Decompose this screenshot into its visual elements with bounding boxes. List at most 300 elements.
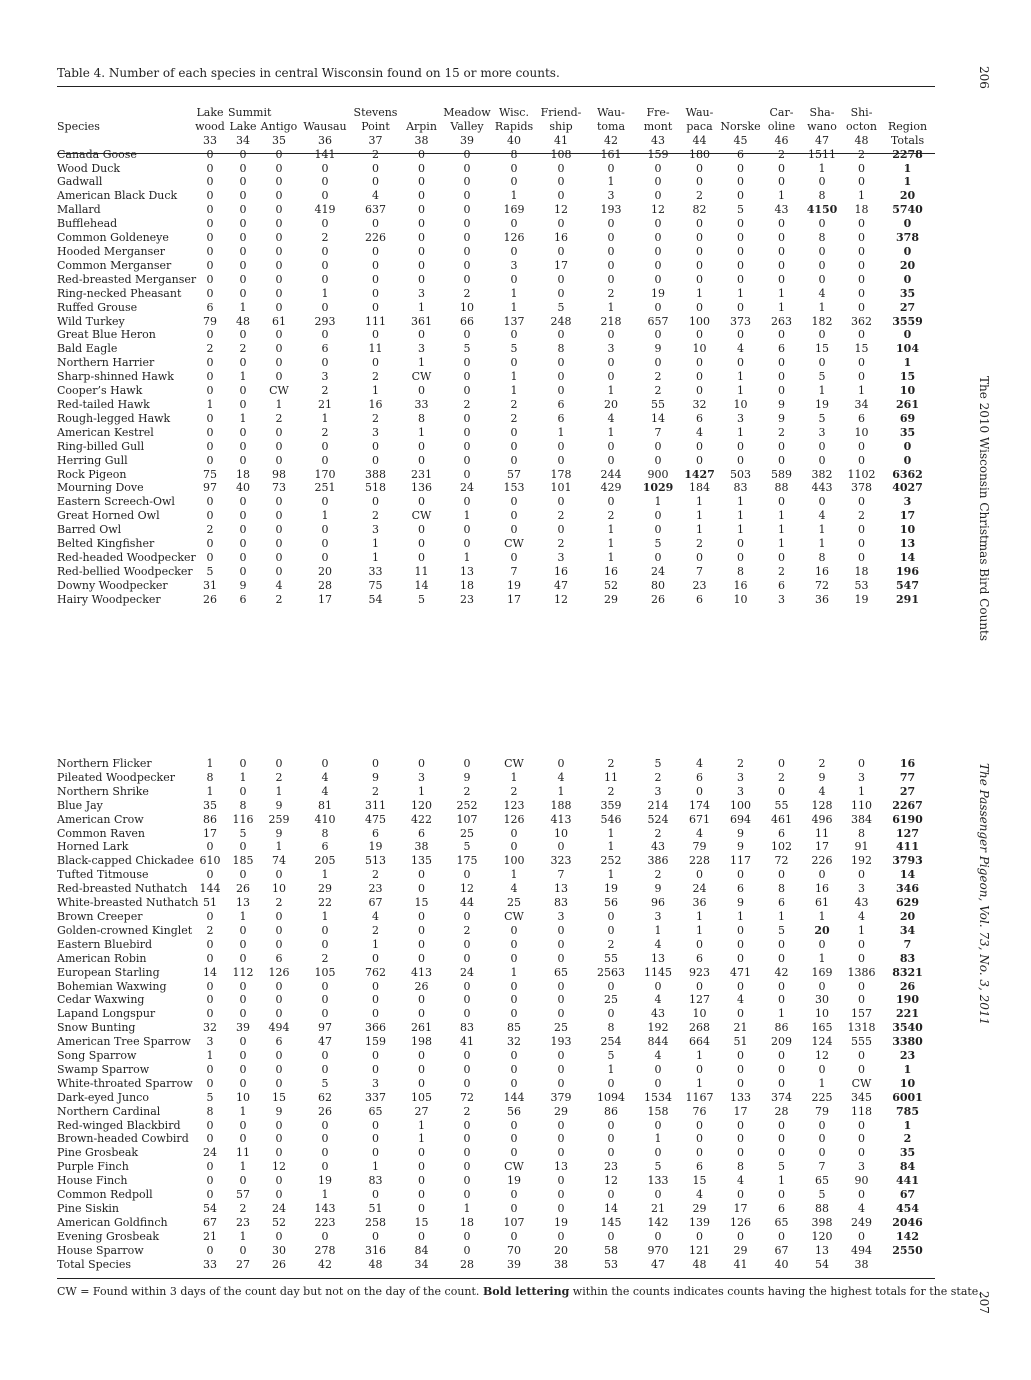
count-cell: 0 xyxy=(372,245,379,259)
count-cell: 6 xyxy=(321,342,329,356)
species-name: American Robin xyxy=(57,951,147,965)
count-cell: 2 xyxy=(463,923,471,937)
count-cell: 1 xyxy=(321,411,329,425)
count-cell: 47 xyxy=(651,1257,665,1271)
count-cell: 1 xyxy=(696,1049,703,1063)
count-cell: 48 xyxy=(236,314,250,328)
count-column-header: 43 xyxy=(651,134,665,148)
region-total-cell: 8321 xyxy=(892,965,923,979)
count-cell: 0 xyxy=(778,993,785,1007)
count-cell: 2 xyxy=(321,951,329,965)
count-cell: 0 xyxy=(510,1132,518,1146)
count-cell: 248 xyxy=(550,314,572,328)
count-cell: 496 xyxy=(811,812,833,826)
count-cell: 2 xyxy=(463,784,471,798)
count-cell: 1 xyxy=(510,300,518,314)
species-name: Wild Turkey xyxy=(57,314,125,328)
count-cell: 0 xyxy=(463,439,471,453)
count-cell: 0 xyxy=(654,161,662,175)
region-total-cell: 15 xyxy=(899,370,916,384)
count-cell: 0 xyxy=(607,328,615,342)
count-cell: 0 xyxy=(778,784,785,798)
count-cell: 223 xyxy=(314,1215,336,1229)
count-cell: 3 xyxy=(372,425,379,439)
count-cell: 107 xyxy=(503,1215,525,1229)
table-row xyxy=(57,813,935,827)
count-cell: 0 xyxy=(206,1007,214,1021)
count-cell: 1 xyxy=(239,411,247,425)
count-cell: 17 xyxy=(203,826,217,840)
count-cell: 0 xyxy=(372,951,379,965)
count-cell: 0 xyxy=(321,439,329,453)
count-cell: 105 xyxy=(314,965,336,979)
count-cell: 6 xyxy=(239,592,247,606)
count-cell: 0 xyxy=(206,425,214,439)
count-cell: 443 xyxy=(811,481,833,495)
count-cell: 25 xyxy=(460,826,474,840)
count-cell: 0 xyxy=(696,245,703,259)
count-cell: 1 xyxy=(239,909,247,923)
count-cell: 0 xyxy=(696,384,703,398)
species-name: Belted Kingfisher xyxy=(57,537,155,551)
region-total-cell: 0 xyxy=(903,272,912,286)
count-cell: 165 xyxy=(811,1021,833,1035)
count-cell: 1 xyxy=(275,784,283,798)
count-cell: 0 xyxy=(510,1146,518,1160)
count-cell: 12 xyxy=(272,1160,286,1174)
count-cell: 0 xyxy=(858,231,865,245)
count-cell: 0 xyxy=(696,550,703,564)
count-cell: 0 xyxy=(654,356,662,370)
count-cell: 0 xyxy=(557,328,565,342)
region-total-cell: 1 xyxy=(903,1062,912,1076)
count-cell: 0 xyxy=(321,537,329,551)
count-cell: 0 xyxy=(463,495,471,509)
count-cell: CW xyxy=(504,1160,524,1174)
count-cell: 0 xyxy=(778,1049,785,1063)
count-cell: 1 xyxy=(372,550,379,564)
count-cell: 361 xyxy=(411,314,432,328)
count-cell: 0 xyxy=(206,1188,214,1202)
count-cell: 1 xyxy=(607,384,615,398)
count-cell: 0 xyxy=(858,537,865,551)
count-cell: 2 xyxy=(463,397,471,411)
count-cell: 1 xyxy=(372,384,379,398)
table-row xyxy=(57,370,935,384)
count-cell: 0 xyxy=(463,1007,471,1021)
count-cell: 0 xyxy=(239,509,247,523)
count-cell: 1 xyxy=(372,937,379,951)
count-cell: 0 xyxy=(696,784,703,798)
count-cell: 513 xyxy=(365,854,386,868)
region-total-cell: 7 xyxy=(903,937,912,951)
count-cell: 0 xyxy=(463,1160,471,1174)
count-cell: 10 xyxy=(460,300,474,314)
count-cell: 7 xyxy=(557,868,565,882)
species-name: Bufflehead xyxy=(57,217,118,231)
region-total-cell: 5740 xyxy=(892,203,923,217)
count-cell: 0 xyxy=(737,175,744,189)
count-column-header: Norske xyxy=(720,120,761,134)
count-cell: 0 xyxy=(778,217,785,231)
count-cell: 11 xyxy=(236,1146,250,1160)
species-name: Eastern Bluebird xyxy=(57,937,153,951)
count-cell: 0 xyxy=(737,1007,744,1021)
species-name: American Goldfinch xyxy=(57,1215,168,1229)
count-cell: 91 xyxy=(854,840,869,854)
table-row xyxy=(57,1160,935,1174)
count-cell: 33 xyxy=(368,564,383,578)
count-cell: 388 xyxy=(365,467,386,481)
count-cell: 0 xyxy=(239,425,247,439)
species-name: Northern Shrike xyxy=(57,784,149,798)
count-cell: 83 xyxy=(733,481,748,495)
count-cell: 2 xyxy=(607,757,615,770)
count-cell: 25 xyxy=(554,1021,568,1035)
count-cell: 0 xyxy=(321,175,329,189)
count-cell: 0 xyxy=(239,328,247,342)
count-cell: 0 xyxy=(275,356,283,370)
species-name: American Tree Sparrow xyxy=(57,1035,191,1049)
count-cell: 9 xyxy=(654,882,662,896)
count-cell: 0 xyxy=(557,1188,565,1202)
count-cell: 0 xyxy=(275,175,283,189)
count-cell: 1 xyxy=(778,1174,785,1188)
table-row xyxy=(57,1174,935,1188)
count-cell: 0 xyxy=(654,523,662,537)
count-cell: 4 xyxy=(696,826,703,840)
count-cell: 0 xyxy=(737,1188,744,1202)
count-cell: 249 xyxy=(851,1215,872,1229)
count-cell: 2 xyxy=(275,896,283,910)
count-cell: 0 xyxy=(321,923,329,937)
count-cell: 0 xyxy=(275,495,283,509)
count-cell: 185 xyxy=(232,854,254,868)
count-cell: 0 xyxy=(372,272,379,286)
table-row xyxy=(57,854,935,868)
count-cell: 218 xyxy=(600,314,622,328)
species-name: Red-breasted Nuthatch xyxy=(57,882,188,896)
table-row xyxy=(57,440,935,454)
count-column-header: Antigo xyxy=(260,120,298,134)
region-total-cell: 2046 xyxy=(892,1215,923,1229)
count-cell: 9 xyxy=(275,1104,283,1118)
count-cell: 3 xyxy=(510,258,518,272)
count-cell: 0 xyxy=(607,356,615,370)
count-cell: 268 xyxy=(689,1021,710,1035)
region-total-cell: 27 xyxy=(899,784,916,798)
count-cell: 0 xyxy=(818,272,826,286)
count-cell: 0 xyxy=(607,1076,615,1090)
count-cell: 0 xyxy=(321,258,329,272)
count-cell: 3 xyxy=(418,770,425,784)
count-cell: 23 xyxy=(236,1215,250,1229)
count-cell: 0 xyxy=(418,882,425,896)
count-cell: 503 xyxy=(730,467,751,481)
count-cell: 0 xyxy=(321,757,329,770)
count-cell: 20 xyxy=(604,397,618,411)
count-cell: 2 xyxy=(778,425,785,439)
count-cell: 0 xyxy=(372,1188,379,1202)
count-cell: 25 xyxy=(604,993,618,1007)
table-caption: Table 4. Number of each species in central Wisconsin found on 15 or more counts. xyxy=(57,66,560,80)
count-cell: 0 xyxy=(557,370,565,384)
region-total-cell: 27 xyxy=(899,300,916,314)
count-cell: 0 xyxy=(778,439,785,453)
count-cell: 0 xyxy=(321,356,329,370)
count-cell: 0 xyxy=(418,757,425,770)
count-cell: 169 xyxy=(811,965,833,979)
count-cell: 362 xyxy=(851,314,872,328)
count-cell: 3 xyxy=(858,1160,865,1174)
count-cell: 19 xyxy=(507,578,521,592)
table-row xyxy=(57,398,935,412)
count-cell: 0 xyxy=(607,161,615,175)
count-cell: 12 xyxy=(651,203,665,217)
species-name: Ring-necked Pheasant xyxy=(57,286,182,300)
count-cell: 12 xyxy=(604,1174,618,1188)
count-cell: 0 xyxy=(510,509,518,523)
count-cell: 10 xyxy=(272,882,286,896)
count-cell: 0 xyxy=(372,495,379,509)
count-cell: 1 xyxy=(654,495,662,509)
table-row xyxy=(57,757,935,771)
count-cell: 41 xyxy=(733,1257,748,1271)
count-cell: 1 xyxy=(607,425,615,439)
species-name: Red-tailed Hawk xyxy=(57,397,150,411)
count-cell: 0 xyxy=(778,1132,785,1146)
count-cell: 0 xyxy=(321,453,329,467)
count-cell: 0 xyxy=(818,1132,826,1146)
count-cell: 0 xyxy=(607,1007,615,1021)
species-name: American Black Duck xyxy=(57,189,178,203)
count-cell: 16 xyxy=(815,882,829,896)
count-cell: 0 xyxy=(818,937,826,951)
count-cell: 0 xyxy=(239,356,247,370)
region-total-cell: 23 xyxy=(899,1049,916,1063)
count-column-header: mont xyxy=(643,120,673,134)
count-cell: 2 xyxy=(737,757,744,770)
count-cell: 2 xyxy=(607,937,615,951)
count-cell: 1 xyxy=(418,784,425,798)
region-total-cell: 20 xyxy=(899,258,916,272)
count-cell: 100 xyxy=(503,854,525,868)
count-cell: 0 xyxy=(372,328,379,342)
count-cell: 4 xyxy=(818,286,826,300)
count-cell: 121 xyxy=(689,1243,710,1257)
count-cell: 0 xyxy=(275,245,283,259)
count-cell: 610 xyxy=(199,854,221,868)
count-cell: 1 xyxy=(737,509,744,523)
count-cell: 0 xyxy=(463,453,471,467)
count-cell: 20 xyxy=(318,564,332,578)
count-cell: 5 xyxy=(206,1090,214,1104)
count-cell: 0 xyxy=(607,439,615,453)
count-cell: 4 xyxy=(654,937,662,951)
count-cell: 382 xyxy=(811,467,833,481)
count-cell: 21 xyxy=(651,1202,665,1215)
region-total-cell: 10 xyxy=(899,523,916,537)
count-column-header: paca xyxy=(686,120,713,134)
count-cell: 6 xyxy=(778,896,785,910)
count-cell: 251 xyxy=(314,481,336,495)
count-cell: 97 xyxy=(203,481,217,495)
count-cell: 2 xyxy=(557,509,565,523)
count-cell: 0 xyxy=(696,937,703,951)
count-cell: 47 xyxy=(554,578,568,592)
count-cell: 0 xyxy=(275,523,283,537)
region-total-cell: 261 xyxy=(896,397,919,411)
count-cell: 1386 xyxy=(847,965,876,979)
count-cell: 26 xyxy=(318,1104,332,1118)
count-cell: 0 xyxy=(372,286,379,300)
count-cell: 1 xyxy=(607,868,615,882)
count-cell: 0 xyxy=(275,1132,283,1146)
count-cell: 38 xyxy=(554,1257,568,1271)
count-cell: 225 xyxy=(811,1090,833,1104)
count-cell: 24 xyxy=(203,1146,217,1160)
count-column-header: 46 xyxy=(774,134,789,148)
table-row xyxy=(57,1244,935,1258)
count-cell: 0 xyxy=(737,951,744,965)
count-cell: 193 xyxy=(600,203,622,217)
count-cell: 2 xyxy=(372,411,379,425)
count-cell: 0 xyxy=(654,1062,662,1076)
footnote-lead: CW = Found within 3 days of the count day but not on the day of the count. xyxy=(57,1285,483,1298)
count-cell: 0 xyxy=(372,1229,379,1243)
count-cell: 0 xyxy=(239,937,247,951)
count-cell: 0 xyxy=(737,258,744,272)
count-cell: 0 xyxy=(321,328,329,342)
count-cell: 0 xyxy=(778,245,785,259)
count-cell: 14 xyxy=(651,411,665,425)
species-name: Barred Owl xyxy=(57,523,122,537)
species-name: Hooded Merganser xyxy=(57,245,166,259)
count-cell: 2 xyxy=(510,411,518,425)
species-name: Eastern Screech-Owl xyxy=(57,495,175,509)
count-cell: 14 xyxy=(203,965,217,979)
count-cell: 1 xyxy=(239,1160,247,1174)
count-cell: 0 xyxy=(206,328,214,342)
count-cell: 67 xyxy=(774,1243,789,1257)
count-cell: 0 xyxy=(510,1188,518,1202)
count-cell: 0 xyxy=(206,203,214,217)
count-cell: 0 xyxy=(654,439,662,453)
table-row xyxy=(57,412,935,426)
count-cell: 0 xyxy=(463,1174,471,1188)
count-cell: 26 xyxy=(236,882,250,896)
count-cell: 0 xyxy=(275,425,283,439)
count-cell: 0 xyxy=(463,979,471,993)
count-cell: 0 xyxy=(239,951,247,965)
species-name: Tufted Titmouse xyxy=(57,868,149,882)
table-row xyxy=(57,523,935,537)
region-total-cell: 221 xyxy=(896,1007,919,1021)
count-cell: 1 xyxy=(696,509,703,523)
count-cell: 0 xyxy=(275,217,283,231)
count-cell: 2 xyxy=(654,370,662,384)
count-cell: 0 xyxy=(418,1174,425,1188)
count-cell: 524 xyxy=(647,812,669,826)
count-cell: 1145 xyxy=(644,965,672,979)
count-cell: 12 xyxy=(554,592,568,606)
count-cell: 0 xyxy=(607,453,615,467)
count-cell: 0 xyxy=(858,1146,865,1160)
count-cell: 1 xyxy=(654,1132,662,1146)
count-cell: 70 xyxy=(507,1243,521,1257)
count-cell: 0 xyxy=(418,175,425,189)
region-total-cell: 196 xyxy=(896,564,919,578)
count-cell: 5 xyxy=(463,342,471,356)
count-cell: 184 xyxy=(689,481,710,495)
count-cell: 258 xyxy=(365,1215,386,1229)
count-cell: 5 xyxy=(463,840,471,854)
count-cell: 0 xyxy=(206,175,214,189)
count-cell: 0 xyxy=(607,1146,615,1160)
species-column-header xyxy=(57,106,192,120)
count-cell: 170 xyxy=(314,467,336,481)
count-cell: 84 xyxy=(414,1243,429,1257)
count-cell: 0 xyxy=(372,439,379,453)
count-cell: 74 xyxy=(272,854,286,868)
table-row xyxy=(57,287,935,301)
count-cell: 0 xyxy=(557,1229,565,1243)
count-cell: 6 xyxy=(778,342,785,356)
species-name: Northern Flicker xyxy=(57,757,152,770)
species-name: Herring Gull xyxy=(57,453,128,467)
count-cell: 0 xyxy=(418,258,425,272)
count-cell: 0 xyxy=(463,189,471,203)
count-cell: 1 xyxy=(510,370,518,384)
count-cell: 0 xyxy=(206,439,214,453)
count-cell: 0 xyxy=(510,272,518,286)
count-cell: 1 xyxy=(239,770,247,784)
count-cell: 6 xyxy=(858,411,865,425)
count-cell: 0 xyxy=(557,1132,565,1146)
count-cell: 18 xyxy=(854,564,869,578)
count-cell: 0 xyxy=(778,495,785,509)
count-cell: 0 xyxy=(206,245,214,259)
species-name: Northern Harrier xyxy=(57,356,155,370)
species-name: Golden-crowned Kinglet xyxy=(57,923,193,937)
count-cell: 1167 xyxy=(685,1090,714,1104)
count-cell: 0 xyxy=(557,840,565,854)
count-cell: 0 xyxy=(206,161,214,175)
count-cell: 86 xyxy=(203,812,217,826)
count-cell: 13 xyxy=(554,882,568,896)
count-cell: 0 xyxy=(696,272,703,286)
count-cell: 1 xyxy=(239,370,247,384)
count-cell: 0 xyxy=(858,370,865,384)
species-name: Mourning Dove xyxy=(57,481,144,495)
count-cell: 88 xyxy=(774,481,789,495)
count-cell: 0 xyxy=(778,453,785,467)
count-cell: 1 xyxy=(275,397,283,411)
count-cell: 1 xyxy=(607,175,615,189)
count-cell: 0 xyxy=(372,1049,379,1063)
count-cell: 0 xyxy=(696,453,703,467)
count-cell: 0 xyxy=(418,937,425,951)
count-cell: 1 xyxy=(607,840,615,854)
count-column-header: Sha- xyxy=(809,106,835,120)
count-cell: 10 xyxy=(692,342,707,356)
count-cell: 41 xyxy=(460,1035,474,1049)
count-column-header: 38 xyxy=(414,134,429,148)
count-cell: 0 xyxy=(858,217,865,231)
count-cell: 0 xyxy=(818,868,826,882)
count-cell: 0 xyxy=(463,537,471,551)
count-cell: 0 xyxy=(206,453,214,467)
